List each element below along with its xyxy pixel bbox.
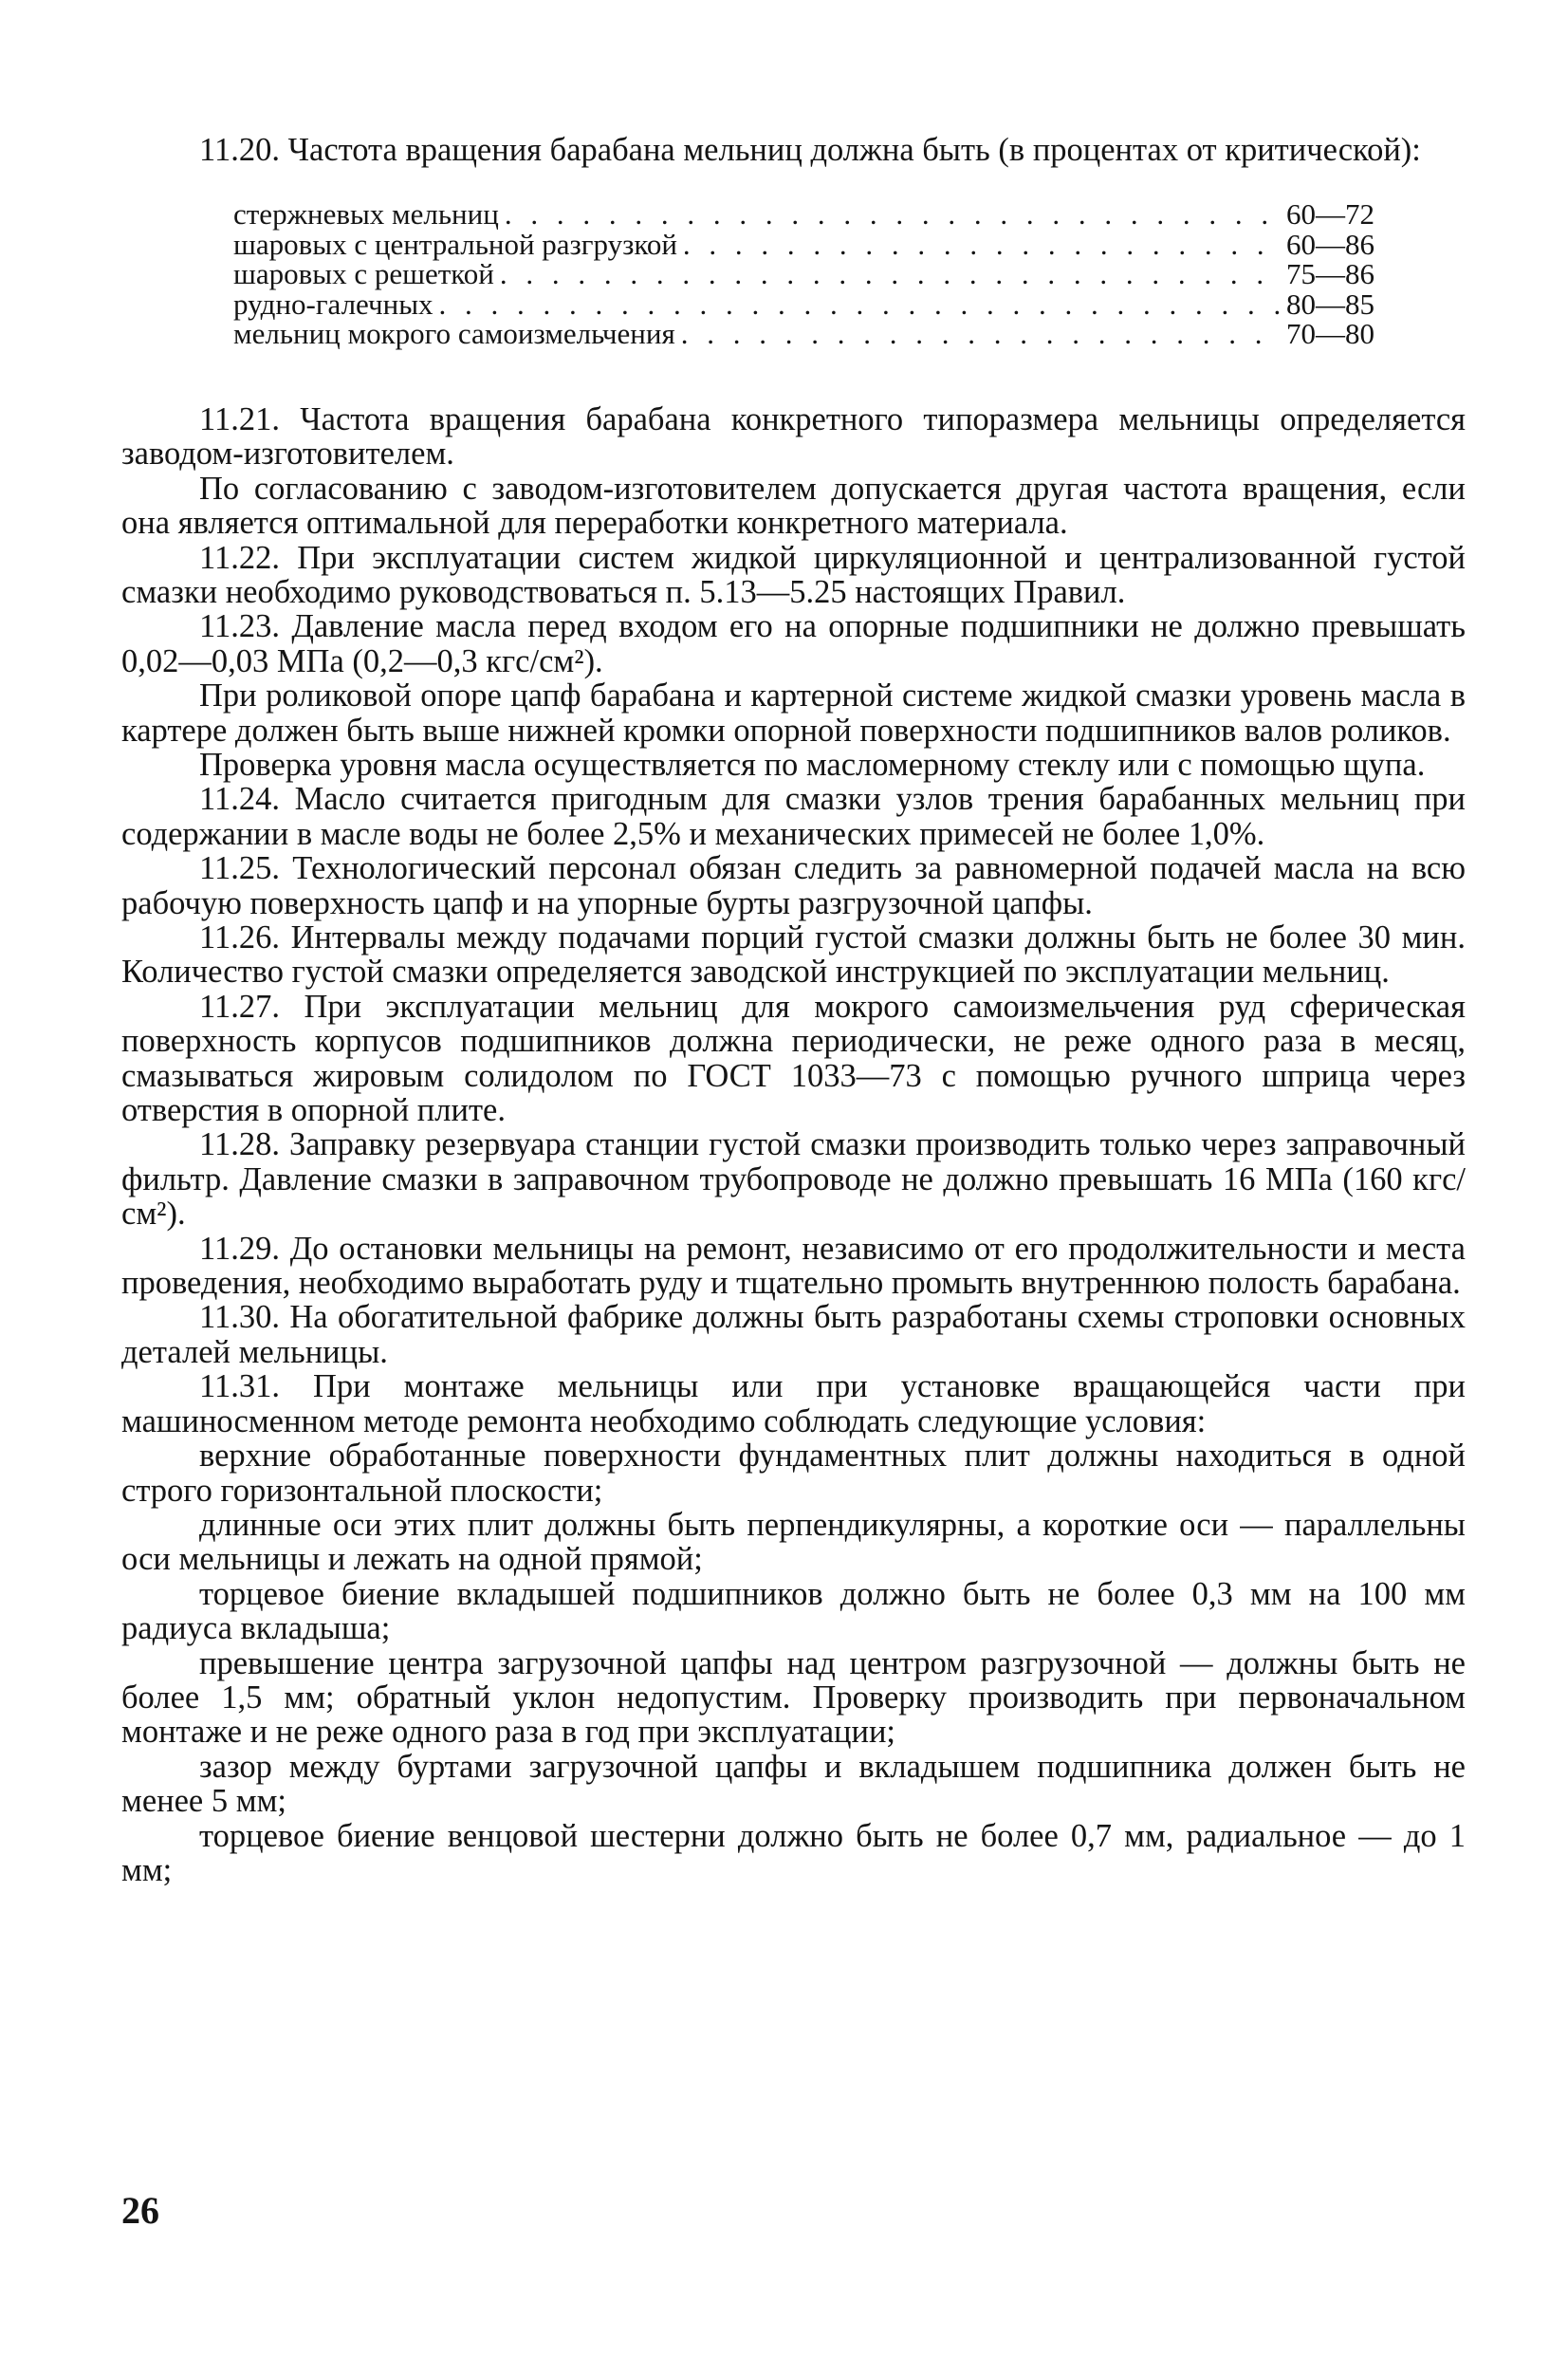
paragraph-11-20: 11.20. Частота вращения барабана мельниц должна быть (в процентах от критической): xyxy=(199,132,1421,168)
list-item: длинные оси этих плит должны быть перпендикулярны, а короткие оси — параллельны оси мельницы и лежать на одной прямой; xyxy=(121,1506,1466,1578)
paragraph-11-22: 11.22. При эксплуатации систем жидкой циркуляционной и централизованной густой смазки необходимо руководствоваться п. 5.13—5.25 настоящих Правил. xyxy=(121,539,1466,610)
table-row xyxy=(233,259,1374,289)
paragraph: Проверка уровня масла осуществляется по масломерному стеклу или с помощью щупа. xyxy=(199,746,1426,783)
row-label: стержневых мельниц xyxy=(233,197,499,232)
paragraph-11-25: 11.25. Технологический персонал обязан следить за равномерной подачей масла на всю рабочую поверхность цапф и на упорные бурты разгрузочной цапфы. xyxy=(121,850,1466,921)
document-page xyxy=(121,133,1466,1887)
paragraph-11-23: 11.23. Давление масла перед входом его на опорные подшипники не должно превышать 0,02—0,03 МПа (0,2—0,3 кгс/см²). xyxy=(121,608,1466,679)
paragraph-11-26: 11.26. Интервалы между подачами порций густой смазки должны быть не более 30 мин. Количество густой смазки определяется заводской инструкцией по эксплуатации мельниц. xyxy=(121,919,1466,991)
paragraph-11-24: 11.24. Масло считается пригодным для смазки узлов трения барабанных мельниц при содержании в масле воды не более 2,5% и механических примесей не более 1,0%. xyxy=(121,781,1466,852)
row-value: 75—86 xyxy=(1286,257,1374,291)
paragraph-11-28: 11.28. Заправку резервуара станции густой смазки производить только через заправочный фильтр. Давление смазки в заправочном трубопроводе не должно превышать 16 МПа (160 кгс/см²). xyxy=(121,1126,1466,1233)
mill-speed-table xyxy=(233,199,1374,349)
paragraph-11-30: 11.30. На обогатительной фабрике должны быть разработаны схемы строповки основных деталей мельницы. xyxy=(121,1299,1466,1370)
row-value: 70—80 xyxy=(1286,317,1374,351)
list-item: превышение центра загрузочной цапфы над центром разгрузочной — должны быть не более 1,5 мм; обратный уклон недопустим. Проверку производить при первоначальном монтаже и не реже одного раза в год при эксплуатации; xyxy=(121,1644,1466,1751)
paragraph: При роликовой опоре цапф барабана и картерной системе жидкой смазки уровень масла в картере должен быть выше нижней кромки опорной поверхности подшипников валов роликов. xyxy=(121,677,1466,749)
row-value: 60—72 xyxy=(1286,197,1374,232)
paragraph-11-29: 11.29. До остановки мельницы на ремонт, независимо от его продолжительности и места проведения, необходимо выработать руду и тщательно промыть внутреннюю полость барабана. xyxy=(121,1230,1466,1302)
dot-leader xyxy=(675,319,1282,349)
row-label: рудно-галечных xyxy=(233,287,434,321)
dot-leader xyxy=(499,199,1282,230)
table-row xyxy=(233,199,1374,230)
dot-leader xyxy=(494,259,1282,289)
page-number: 26 xyxy=(121,2189,159,2232)
row-value: 60—86 xyxy=(1286,227,1374,261)
table-row xyxy=(233,227,1374,261)
dot-leader xyxy=(677,230,1282,260)
row-value: 80—85 xyxy=(1286,287,1374,321)
paragraph-11-31: 11.31. При монтаже мельницы или при установке вращающейся части при машиносменном методе ремонта необходимо соблюдать следующие условия: xyxy=(121,1368,1466,1439)
row-label: шаровых с решеткой xyxy=(233,257,494,291)
list-item: зазор между буртами загрузочной цапфы и вкладышем подшипника должен быть не менее 5 мм; xyxy=(121,1748,1466,1820)
list-item: верхние обработанные поверхности фундаментных плит должны находиться в одной строго горизонтальной плоскости; xyxy=(121,1438,1466,1509)
list-item: торцевое биение вкладышей подшипников должно быть не более 0,3 мм на 100 мм радиуса вкладыша; xyxy=(121,1575,1466,1647)
paragraph: По согласованию с заводом-изготовителем допускается другая частота вращения, если она является оптимальной для переработки конкретного материала. xyxy=(121,470,1466,542)
list-item: торцевое биение венцовой шестерни должно быть не более 0,7 мм, радиальное — до 1 мм; xyxy=(121,1817,1466,1888)
row-label: шаровых с центральной разгрузкой xyxy=(233,227,677,261)
dot-leader xyxy=(434,289,1282,320)
table-row xyxy=(233,289,1374,320)
paragraph-11-27: 11.27. При эксплуатации мельниц для мокрого самоизмельчения руд сферическая поверхность корпусов подшипников должна периодически, не реже одного раза в месяц, смазываться жировым солидолом по ГОСТ 1033—73 с помощью ручного шприца через отверстия в опорной плите. xyxy=(121,988,1466,1129)
paragraph-11-21: 11.21. Частота вращения барабана конкретного типоразмера мельницы определяется заводом-изготовителем. xyxy=(121,400,1466,473)
row-label: мельниц мокрого самоизмельчения xyxy=(233,317,675,351)
table-row xyxy=(233,319,1374,349)
